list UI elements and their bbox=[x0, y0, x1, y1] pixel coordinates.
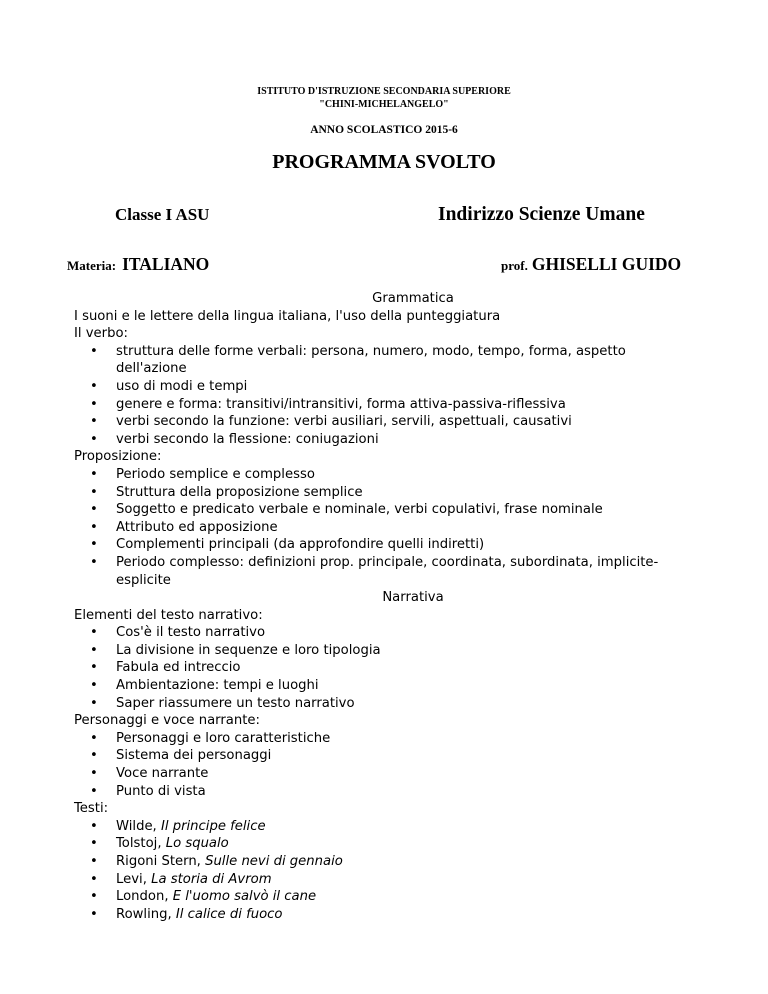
elementi-list bbox=[74, 624, 714, 712]
list-item: • Sistema dei personaggi bbox=[74, 747, 714, 765]
proposizione-label: Proposizione: bbox=[74, 449, 162, 465]
list-item: • Complementi principali (da approfondire quelli indiretti) bbox=[74, 536, 714, 554]
list-item: • Periodo semplice e complesso bbox=[74, 466, 714, 484]
list-item bbox=[74, 871, 714, 889]
verbo-label: Il verbo: bbox=[74, 326, 128, 342]
list-item: • Ambientazione: tempi e luoghi bbox=[74, 677, 714, 695]
list-item: • Voce narrante bbox=[74, 765, 714, 783]
list-item: • verbi secondo la flessione: coniugazioni bbox=[74, 431, 714, 449]
subject-label: Materia: bbox=[67, 258, 117, 273]
author: Levi, bbox=[116, 871, 147, 887]
teacher bbox=[501, 254, 681, 275]
list-item: • Punto di vista bbox=[74, 783, 714, 801]
work-title: E l'uomo salvò il cane bbox=[172, 889, 317, 905]
author: Rigoni Stern, bbox=[116, 854, 201, 869]
subject-value: ITALIANO bbox=[122, 254, 210, 274]
list-item: • uso di modi e tempi bbox=[74, 378, 714, 396]
list-item bbox=[74, 906, 714, 924]
grammatica-intro: I suoni e le lettere della lingua italiana, l'uso della punteggiatura bbox=[74, 308, 501, 324]
teacher-value: GHISELLI GUIDO bbox=[531, 254, 682, 274]
track-label: Indirizzo Scienze Umane bbox=[438, 204, 645, 225]
work-title: Il principe felice bbox=[160, 818, 266, 834]
list-item: • Personaggi e loro caratteristiche bbox=[74, 730, 714, 748]
section-heading-narrativa: Narrativa bbox=[382, 590, 444, 606]
list-item bbox=[74, 343, 714, 378]
list-item bbox=[74, 853, 714, 871]
page-title: PROGRAMMA SVOLTO bbox=[272, 151, 496, 173]
list-item-text: struttura delle forme verbali: persona, numero, modo, tempo, forma, aspetto bbox=[116, 343, 626, 359]
work-title: Sulle nevi di gennaio bbox=[205, 854, 343, 869]
author: Tolstoj, bbox=[116, 836, 162, 852]
section-heading-grammatica: Grammatica bbox=[372, 291, 454, 306]
school-year: ANNO SCOLASTICO 2015-6 bbox=[310, 124, 458, 136]
list-item: • Fabula ed intreccio bbox=[74, 659, 714, 677]
testi-label: Testi: bbox=[74, 801, 109, 817]
class-label: Classe I ASU bbox=[115, 205, 210, 224]
author: Wilde, bbox=[116, 818, 157, 834]
list-item: • Soggetto e predicato verbale e nominale, verbi copulativi, frase nominale bbox=[74, 501, 714, 519]
verbo-list bbox=[74, 343, 714, 449]
work-title: Lo squalo bbox=[165, 836, 229, 852]
teacher-label: prof. bbox=[501, 258, 528, 273]
list-item bbox=[74, 888, 714, 906]
list-item bbox=[74, 835, 714, 853]
author: Rowling, bbox=[116, 906, 172, 922]
school-name-line-1: ISTITUTO D'ISTRUZIONE SECONDARIA SUPERIORE bbox=[257, 86, 511, 97]
school-name-line-2: "CHINI-MICHELANGELO" bbox=[319, 99, 449, 110]
list-item: • Attributo ed apposizione bbox=[74, 519, 714, 537]
program-content bbox=[74, 290, 714, 923]
testi-list bbox=[74, 818, 714, 924]
list-item bbox=[74, 818, 714, 836]
proposizione-list bbox=[74, 466, 714, 589]
list-item bbox=[74, 554, 714, 589]
author: London, bbox=[116, 889, 169, 905]
list-item: • verbi secondo la funzione: verbi ausiliari, servili, aspettuali, causativi bbox=[74, 413, 714, 431]
work-title: La storia di Avrom bbox=[151, 871, 272, 887]
list-item-text-continued: dell'azione bbox=[116, 361, 187, 377]
personaggi-label: Personaggi e voce narrante: bbox=[74, 713, 260, 729]
list-item: • La divisione in sequenze e loro tipologia bbox=[74, 642, 714, 660]
list-item: • Saper riassumere un testo narrativo bbox=[74, 695, 714, 713]
list-item: • genere e forma: transitivi/intransitivi, forma attiva-passiva-riflessiva bbox=[74, 396, 714, 414]
list-item-text: Periodo complesso: definizioni prop. principale, coordinata, subordinata, implicite- bbox=[116, 554, 659, 570]
work-title: Il calice di fuoco bbox=[175, 906, 283, 922]
list-item: • Struttura della proposizione semplice bbox=[74, 484, 714, 502]
subject bbox=[67, 254, 209, 275]
list-item-text-continued: esplicite bbox=[116, 572, 171, 588]
elementi-label: Elementi del testo narrativo: bbox=[74, 607, 263, 623]
personaggi-list bbox=[74, 730, 714, 800]
list-item: • Cos'è il testo narrativo bbox=[74, 624, 714, 642]
